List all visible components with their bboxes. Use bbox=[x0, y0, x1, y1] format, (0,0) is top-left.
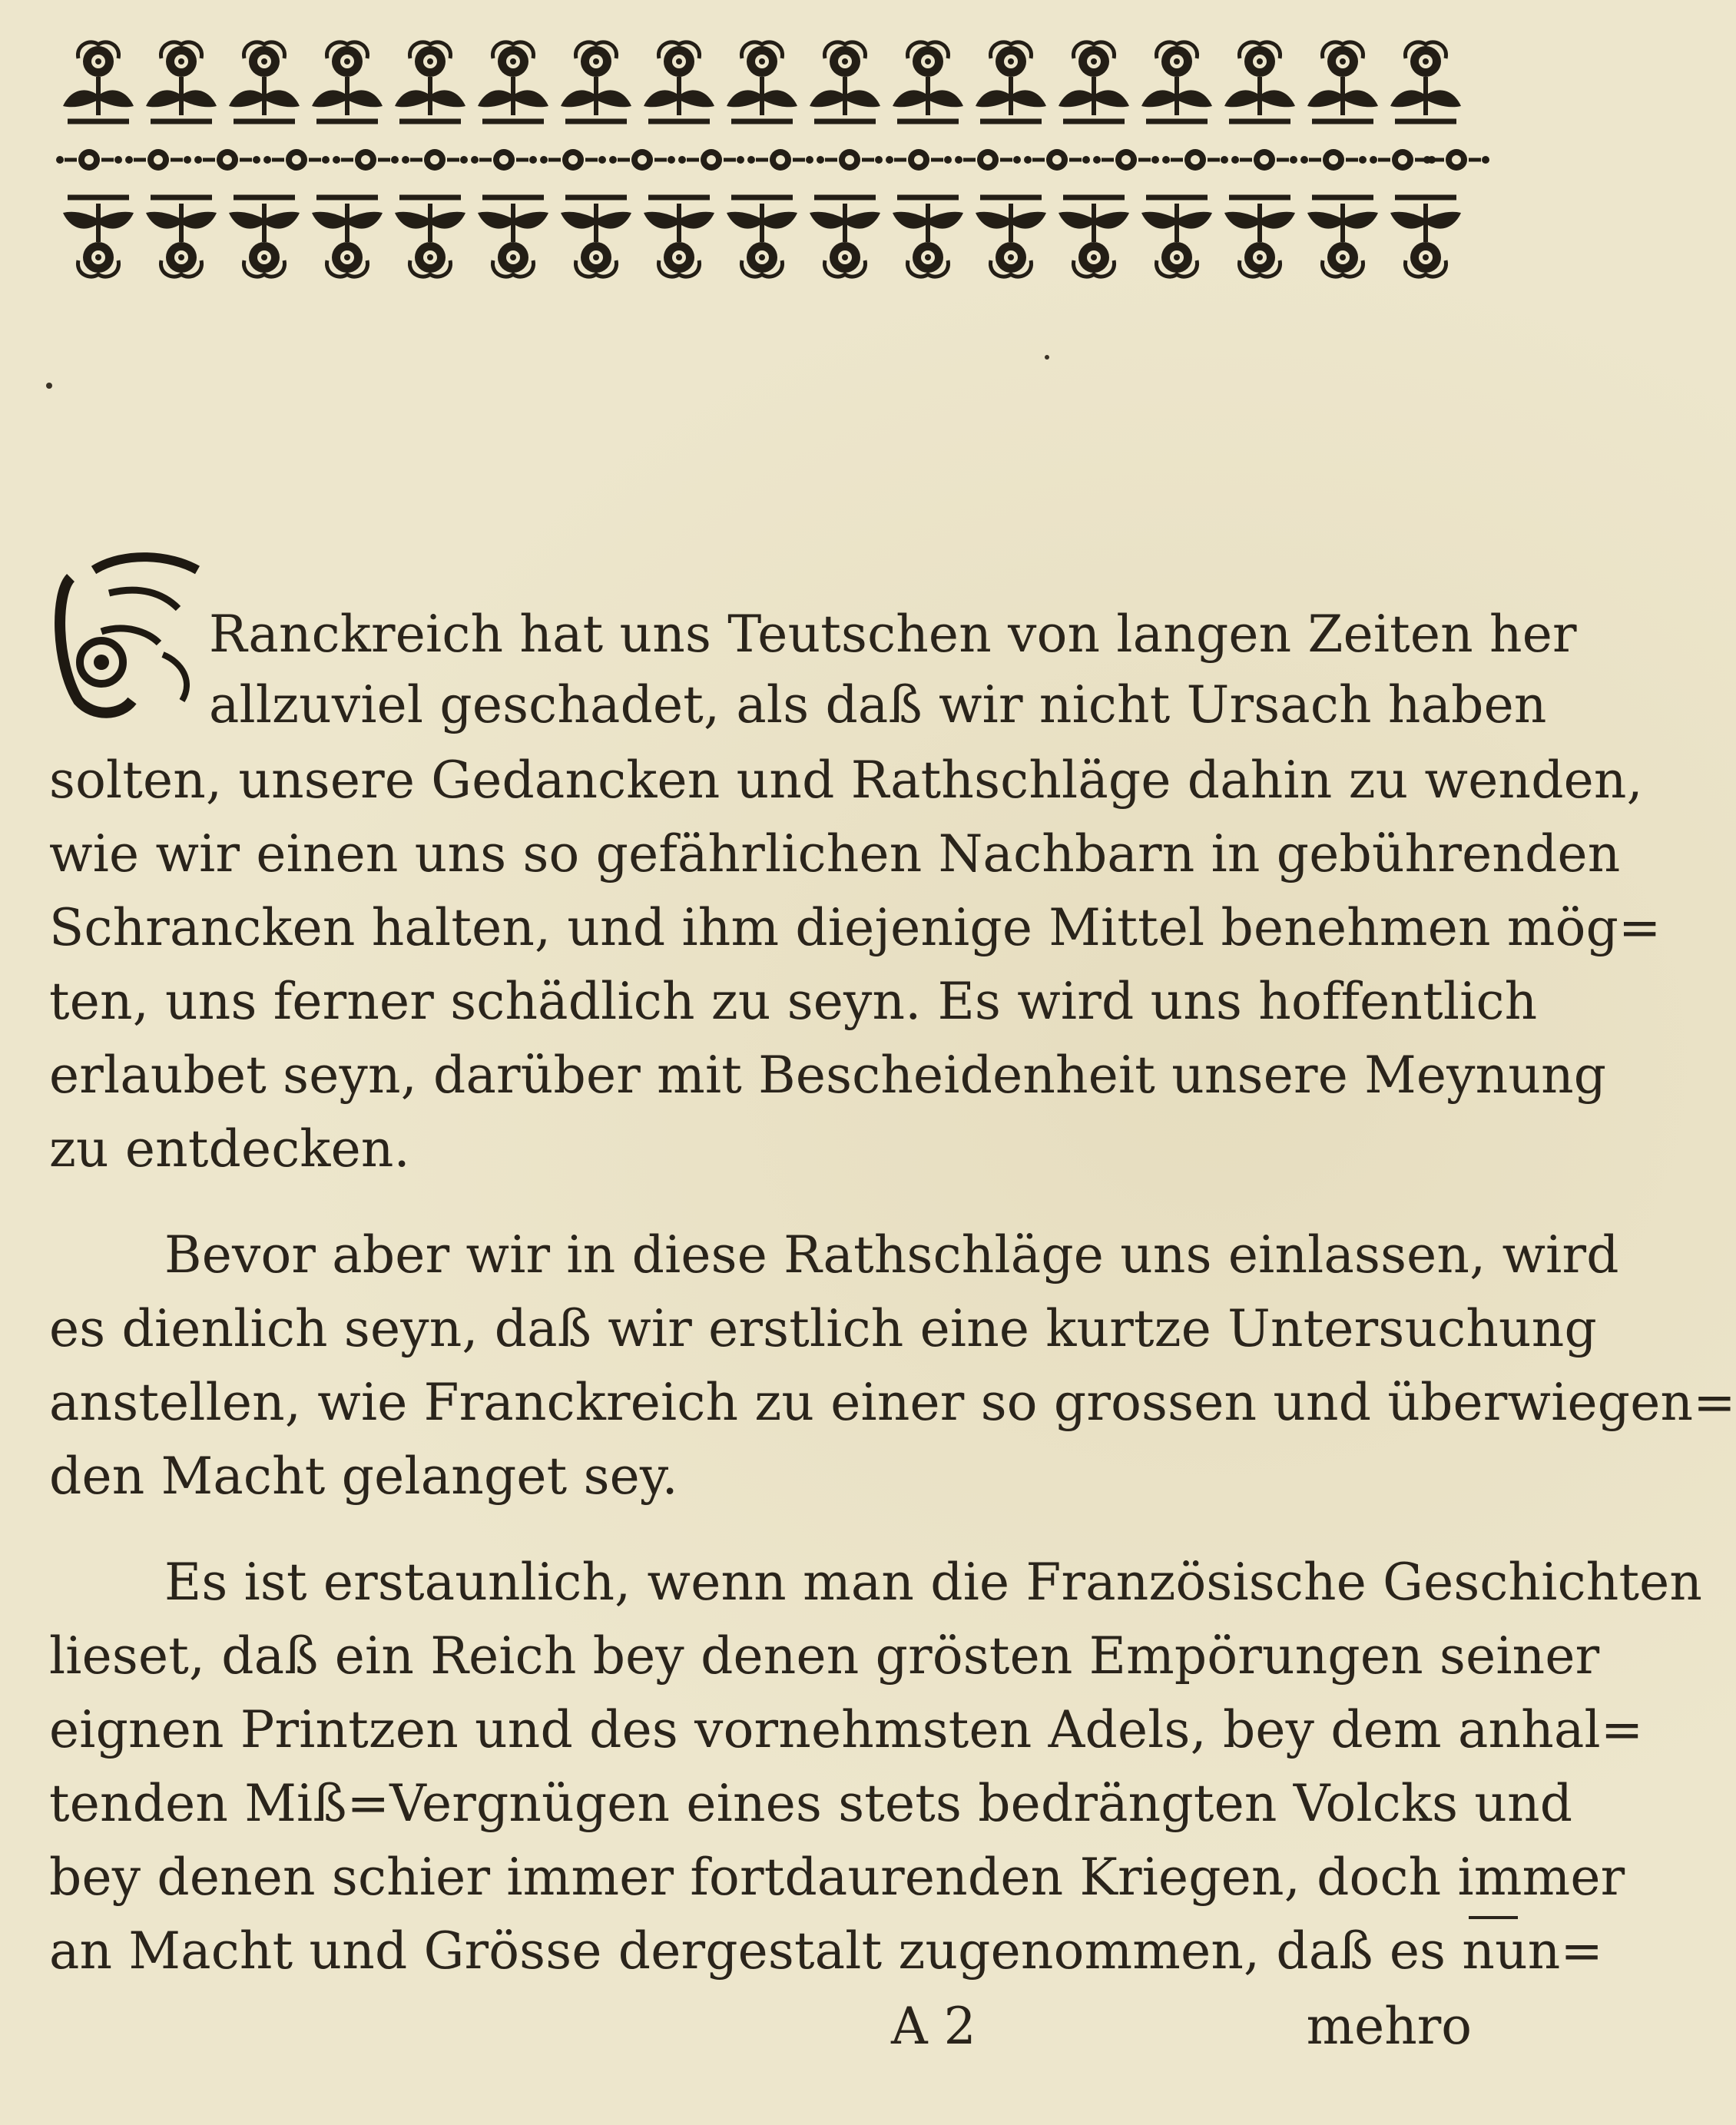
text-line: wie wir einen uns so gefährlichen Nachbarn in gebührenden bbox=[49, 824, 1621, 883]
text-line: solten, unsere Gedancken und Rathschläge dahin zu wenden, bbox=[49, 751, 1643, 810]
text-line: den Macht gelanget sey. bbox=[49, 1447, 678, 1506]
text-line: anstellen, wie Franckreich zu einer so grossen und überwiegen= bbox=[49, 1373, 1736, 1432]
text-line: tenden Miß=Vergnügen eines stets bedrängten Volcks und bbox=[49, 1774, 1573, 1833]
floral-ornament-icon bbox=[51, 23, 1479, 296]
text-line: es dienlich seyn, daß wir erstlich eine kurtze Untersuchung bbox=[49, 1299, 1597, 1358]
text-line: Bevor aber wir in diese Rathschläge uns einlassen, wird bbox=[164, 1225, 1619, 1285]
ink-speck bbox=[1045, 355, 1049, 360]
text-line: eignen Printzen und des vornehmsten Adels, bey dem anhal= bbox=[49, 1700, 1644, 1759]
text-line: ten, uns ferner schädlich zu seyn. Es wird uns hoffentlich bbox=[49, 972, 1538, 1031]
text-line: bey denen schier immer fortdaurenden Kriegen, doch immer bbox=[49, 1848, 1625, 1907]
text-line: allzuviel geschadet, als daß wir nicht Ursach haben bbox=[209, 675, 1547, 734]
text-line: Ranckreich hat uns Teutschen von langen Zeiten her bbox=[209, 605, 1577, 664]
margin-rule-mark bbox=[1469, 1916, 1518, 1919]
text-line: Schrancken halten, und ihm diejenige Mittel benehmen mög= bbox=[49, 898, 1661, 957]
text-line: Es ist erstaunlich, wenn man die Französische Geschichten bbox=[164, 1553, 1703, 1612]
text-line: an Macht und Grösse dergestalt zugenommen, daß es nun= bbox=[49, 1921, 1603, 1981]
ink-speck bbox=[46, 383, 52, 389]
text-line: erlaubet seyn, darüber mit Bescheidenheit unsere Meynung bbox=[49, 1046, 1607, 1105]
text-line: lieset, daß ein Reich bey denen grösten Empörungen seiner bbox=[49, 1626, 1600, 1686]
text-line: zu entdecken. bbox=[49, 1119, 410, 1179]
signature-mark: A 2 bbox=[891, 1997, 976, 2056]
drop-cap-flourish-icon bbox=[48, 547, 209, 720]
drop-cap-initial bbox=[48, 547, 209, 720]
catchword: mehro bbox=[1306, 1997, 1472, 2056]
ornamental-header-band bbox=[51, 23, 1479, 296]
